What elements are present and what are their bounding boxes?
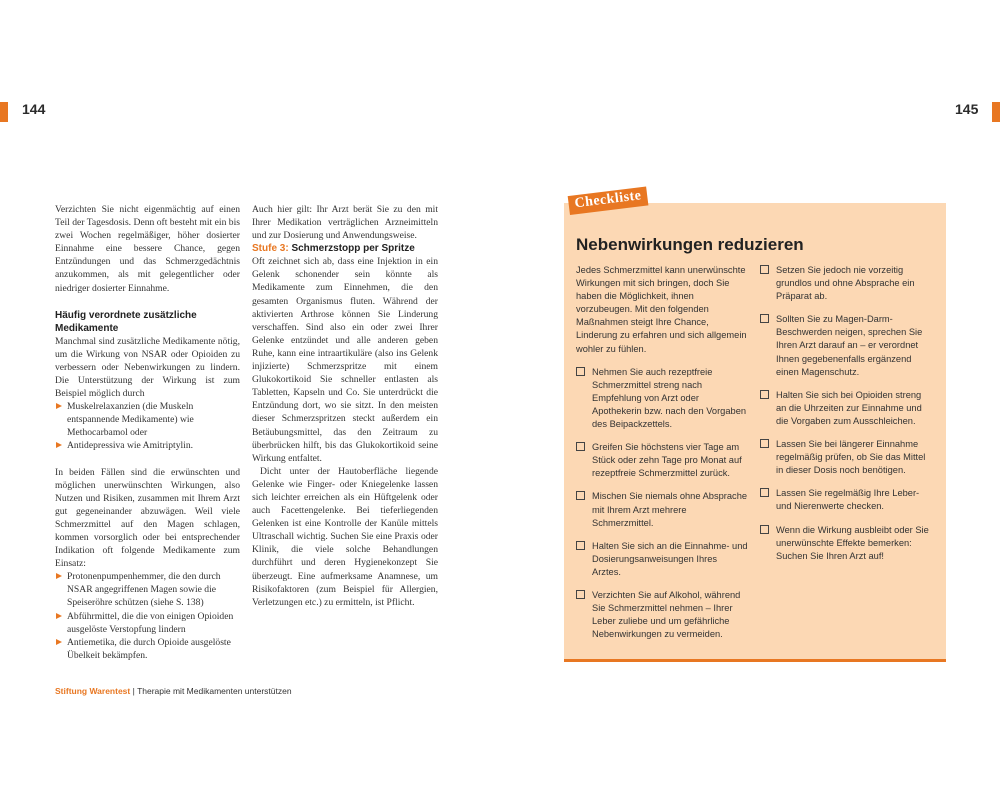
- checklist-item: Sollten Sie zu Magen-Darm-Beschwerden neigen, sprechen Sie Ihren Arzt darauf an – er verordnet Ihnen gegebenenfalls ergänzend einen Magenschutz.: [760, 313, 932, 378]
- intro-paragraph: Auch hier gilt: Ihr Arzt berät Sie zu den mit Ihrer Medikation verträglichen Arzneimitteln und zur Dosierung und Anwendungsweise.: [252, 204, 438, 242]
- page-number-left: 144: [22, 101, 46, 117]
- list-item: Antidepressiva wie Amitriptylin.: [55, 439, 240, 452]
- page-marker-right: [992, 102, 1000, 122]
- stufe-number: Stufe 3:: [252, 243, 289, 255]
- paragraph: Oft zeichnet sich ab, dass eine Injektion in ein Gelenk schonender sein könnte als Medikamente zum Einnehmen, die den gesamten Organismus fluten. Während der aktivierten Arthrose können Sie Linderung verschaffen. Sind also ein oder zwei Ihrer Gelenke entzündet und alle anderen geben Ruhe, kann eine intraartikuläre (also ins Gelenk injizierte) Schmerzspritze mit einem Glukokortikoid Sie schneller entlasten als Tabletten, Kapseln und Co. Sie unterdrückt die Entzündung dort, wo sie sitzt. In den meisten dieser Schmerzspritzen steckt außerdem ein Betäubungsmittel, das den Zeitraum zu überbrücken hilft, bis das Glukokortikoid seine Wirkung entfaltet.: [252, 256, 438, 464]
- footer-separator: |: [132, 686, 135, 696]
- list-item: Abführmittel, die die von einigen Opioiden ausgelöste Verstopfung lindern: [55, 610, 240, 636]
- checklist-item: Halten Sie sich an die Einnahme- und Dosierungsanweisungen Ihres Arztes.: [576, 540, 748, 579]
- page-footer: [55, 686, 292, 696]
- checklist-item: Verzichten Sie auf Alkohol, während Sie Schmerzmittel nehmen – Ihrer Leber zuliebe und um gefährliche Nebenwirkungen zu vermeiden.: [576, 589, 748, 641]
- footer-text: Therapie mit Medikamenten unterstützen: [137, 686, 292, 696]
- page-number-right: 145: [955, 101, 979, 117]
- checklist-item: Wenn die Wirkung ausbleibt oder Sie unerwünschte Effekte bemerken: Suchen Sie Ihren Arzt auf!: [760, 524, 932, 563]
- checklist-item: Mischen Sie niemals ohne Absprache mit Ihrem Arzt mehrere Schmerzmittel.: [576, 490, 748, 529]
- checklist-label: Checkliste: [568, 186, 649, 215]
- checklist-item: Lassen Sie bei längerer Einnahme regelmäßig prüfen, ob Sie das Mittel in dieser Dosis noch benötigen.: [760, 438, 932, 477]
- checklist-item: Nehmen Sie auch rezeptfreie Schmerzmittel streng nach Empfehlung von Arzt oder Apothekerin bzw. nach den Vorgaben des Beipackzettels.: [576, 366, 748, 431]
- page-marker-left: [0, 102, 8, 122]
- list-item: Antiemetika, die durch Opioide ausgelöste Übelkeit bekämpfen.: [55, 636, 240, 662]
- paragraph: Dicht unter der Hautoberfläche liegende Gelenke wie Finger- oder Kniegelenke lassen sich leichter erreichen als ein Hüftgelenk oder auch Facettengelenke. Bei tieferliegenden Gelenken ist eine Kontrolle der Kanüle mittels Ultraschall wichtig. Suchen Sie eine Praxis oder Klinik, die viele solche Behandlungen durchführt und deren Hygienekonzept Sie überzeugt. Eine aufmerksame Anamnese, um Risikofaktoren (zum Beispiel für Allergien, Verletzungen etc.) zu ermitteln, ist Pflicht.: [252, 465, 438, 608]
- checklist-intro: Jedes Schmerzmittel kann unerwünschte Wirkungen mit sich bringen, doch Sie haben die Möglichkeit, ihnen vorzubeugen. Mit den folgenden Maßnahmen steigt Ihre Chance, Linderung zu erfahren und sich allgemein wohler zu fühlen.: [576, 265, 747, 354]
- bullet-list: [55, 570, 240, 662]
- checklist-item: Halten Sie sich bei Opioiden streng an die Uhrzeiten zur Einnahme und die Vorgaben zum Ausschleichen.: [760, 389, 932, 428]
- list-item: Muskelrelaxanzien (die Muskeln entspannende Medikamente) wie Methocarbamol oder: [55, 400, 240, 439]
- footer-brand: Stiftung Warentest: [55, 686, 131, 696]
- checklist-item: Lassen Sie regelmäßig Ihre Leber- und Nierenwerte checken.: [760, 487, 932, 513]
- intro-paragraph: Verzichten Sie nicht eigenmächtig auf einen Teil der Tagesdosis. Denn oft besteht mit ein bis zwei Wochen regelmäßiger, höher dosierter Einnahme eine bessere Chance, gegen Entzündungen und das Schmerzgedächtnis anzukommen, als mit gelegentlicher oder niedriger dosierter Einnahme.: [55, 204, 240, 294]
- left-column-1: [55, 203, 240, 662]
- paragraph: Manchmal sind zusätzliche Medikamente nötig, um die Wirkung von NSAR oder Opioiden zu verbessern oder Nebenwirkungen zu lindern. Die Unterstützung der Wirkung ist zum Beispiel möglich durch: [55, 335, 240, 400]
- bullet-list: [55, 400, 240, 452]
- paragraph: In beiden Fällen sind die erwünschten und möglichen unerwünschten Wirkungen, also Nutzen und Risiken, zusammen mit Ihrem Arzt gut gegeneinander abzuwägen. Weil viele Schmerzmittel auf den Magen schlagen, kommen vorsorglich oder bei entsprechender Indikation oft folgende Medikamente zum Einsatz:: [55, 466, 240, 570]
- stufe-title: Schmerzstopp per Spritze: [291, 243, 415, 255]
- checklist-title: Nebenwirkungen reduzieren: [576, 235, 804, 254]
- checklist-column-left: [576, 264, 748, 641]
- section-heading: Häufig verordnete zusätzliche Medikamente: [55, 309, 197, 334]
- list-item: Protonenpumpenhemmer, die den durch NSAR angegriffenen Magen sowie die Speiseröhre schützen (siehe S. 138): [55, 570, 240, 609]
- checklist-item: Setzen Sie jedoch nie vorzeitig grundlos und ohne Absprache ein Präparat ab.: [760, 264, 932, 303]
- checklist-item: Greifen Sie höchstens vier Tage am Stück oder zehn Tage pro Monat auf rezeptfreie Schmerzmittel zurück.: [576, 441, 748, 480]
- left-column-2: [252, 203, 438, 609]
- checklist-column-right: [760, 264, 932, 563]
- subheading: [252, 242, 438, 255]
